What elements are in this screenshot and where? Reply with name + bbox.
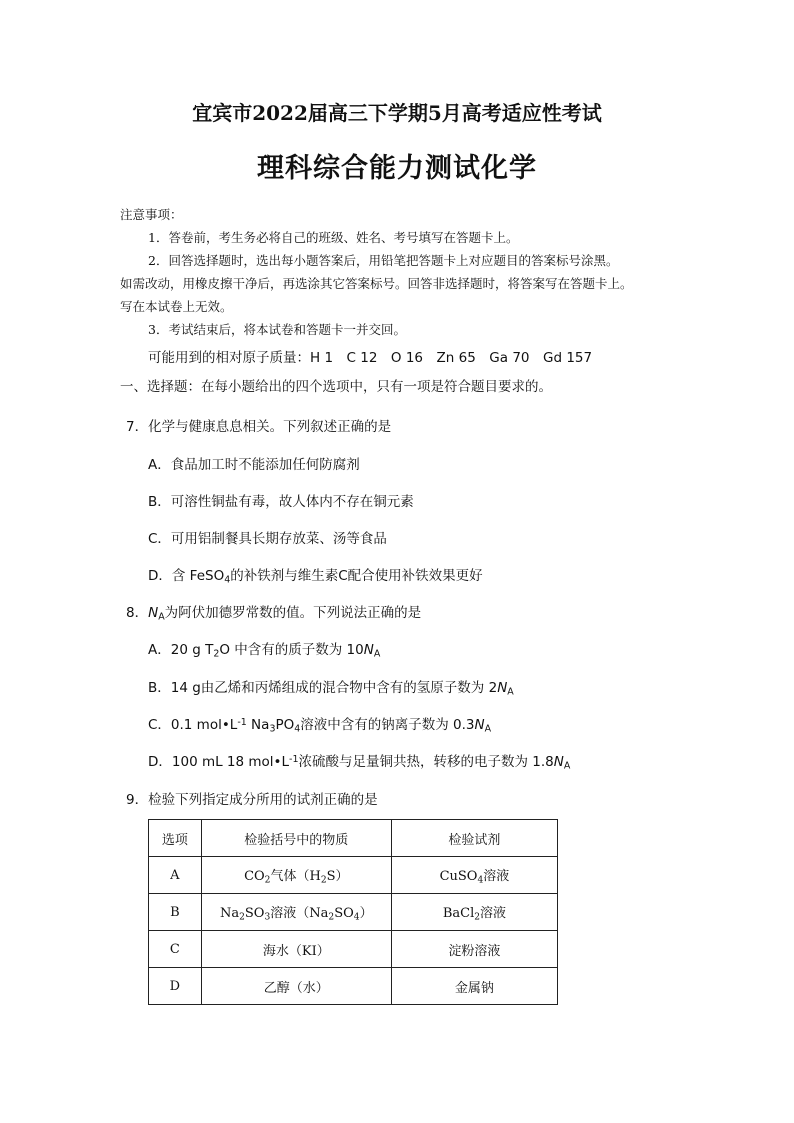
exam-title: 宜宾市2022届高三下学期5月高考适应性考试 <box>192 101 602 125</box>
q8-option-c: C．0.1 $mol•L^{-1}$ $Na_3PO_4$溶液中含有的钠离子数为 $0.3N_A$ <box>148 716 492 735</box>
table-cell-option: A <box>149 857 202 894</box>
table-cell-reagent: 淀粉溶液 <box>391 931 557 968</box>
table-cell-substance: $CO_2$气体$(H_2S)$ <box>201 857 391 894</box>
notice-item-3: 3．考试结束后，将本试卷和答题卡一并交回。 <box>148 322 406 337</box>
q7-option-a: A．食品加工时不能添加任何防腐剂 <box>148 457 360 473</box>
table-cell-reagent: 金属钠 <box>391 968 557 1005</box>
table-row <box>149 968 558 1005</box>
table-row <box>149 931 558 968</box>
q9-stem: 9．检验下列指定成分所用的试剂正确的是 <box>126 792 378 808</box>
q8-option-d: D．100 mL 18 $mol•L^{-1}$浓硫酸与足量铜共热，转移的电子数为 $1.8N_A$ <box>148 753 571 772</box>
table-cell-option: D <box>149 968 202 1005</box>
exam-subtitle: 理科综合能力测试化学 <box>257 153 537 184</box>
section-heading: 一、选择题：在每小题给出的四个选项中，只有一项是符合题目要求的。 <box>120 379 552 395</box>
table-header: 选项 <box>149 820 202 857</box>
notice-heading: 注意事项： <box>120 207 183 222</box>
table-cell-substance: 海水（KI） <box>201 931 391 968</box>
reagent-table <box>148 819 558 1005</box>
q7-option-c: C．可用铝制餐具长期存放菜、汤等食品 <box>148 531 387 547</box>
table-row <box>149 894 558 931</box>
table-header: 检验试剂 <box>391 820 557 857</box>
table-cell-reagent: CuSO$_4$溶液 <box>391 857 557 894</box>
q8-stem: 8．$N_A$为阿伏加德罗常数的值。下列说法正确的是 <box>126 605 422 623</box>
notice-item-2c: 写在本试卷上无效。 <box>120 299 233 314</box>
table-row <box>149 857 558 894</box>
notice-item-1: 1．答卷前，考生务必将自己的班级、姓名、考号填写在答题卡上。 <box>148 230 519 245</box>
atomic-masses: 可能用到的相对原子质量：H 1 C 12 O 16 Zn 65 Ga 70 Gd 157 <box>148 350 593 366</box>
q7-stem: 7．化学与健康息息相关。下列叙述正确的是 <box>126 419 392 435</box>
q7-option-d: D．含 FeSO$_4$的补铁剂与维生素C配合使用补铁效果更好 <box>148 568 483 586</box>
table-cell-substance: 乙醇（水） <box>201 968 391 1005</box>
table-cell-reagent: BaCl$_2$溶液 <box>391 894 557 931</box>
table-cell-substance: $Na_2SO_3$溶液$(Na_2SO_4)$ <box>201 894 391 931</box>
table-cell-option: C <box>149 931 202 968</box>
notice-item-2b: 如需改动，用橡皮擦干净后，再选涂其它答案标号。回答非选择题时，将答案写在答题卡上。 <box>120 276 633 291</box>
notice-item-2a: 2．回答选择题时，选出每小题答案后，用铅笔把答题卡上对应题目的答案标号涂黑。 <box>148 253 619 268</box>
q8-option-a: A．20 g $T_2O$ 中含有的质子数为 $10N_A$ <box>148 642 381 660</box>
q8-option-b: B．14 g由乙烯和丙烯组成的混合物中含有的氢原子数为 $2N_A$ <box>148 680 514 698</box>
q7-option-b: B．可溶性铜盐有毒，故人体内不存在铜元素 <box>148 494 414 510</box>
table-header-row <box>149 820 558 857</box>
table-cell-option: B <box>149 894 202 931</box>
table-header: 检验括号中的物质 <box>201 820 391 857</box>
